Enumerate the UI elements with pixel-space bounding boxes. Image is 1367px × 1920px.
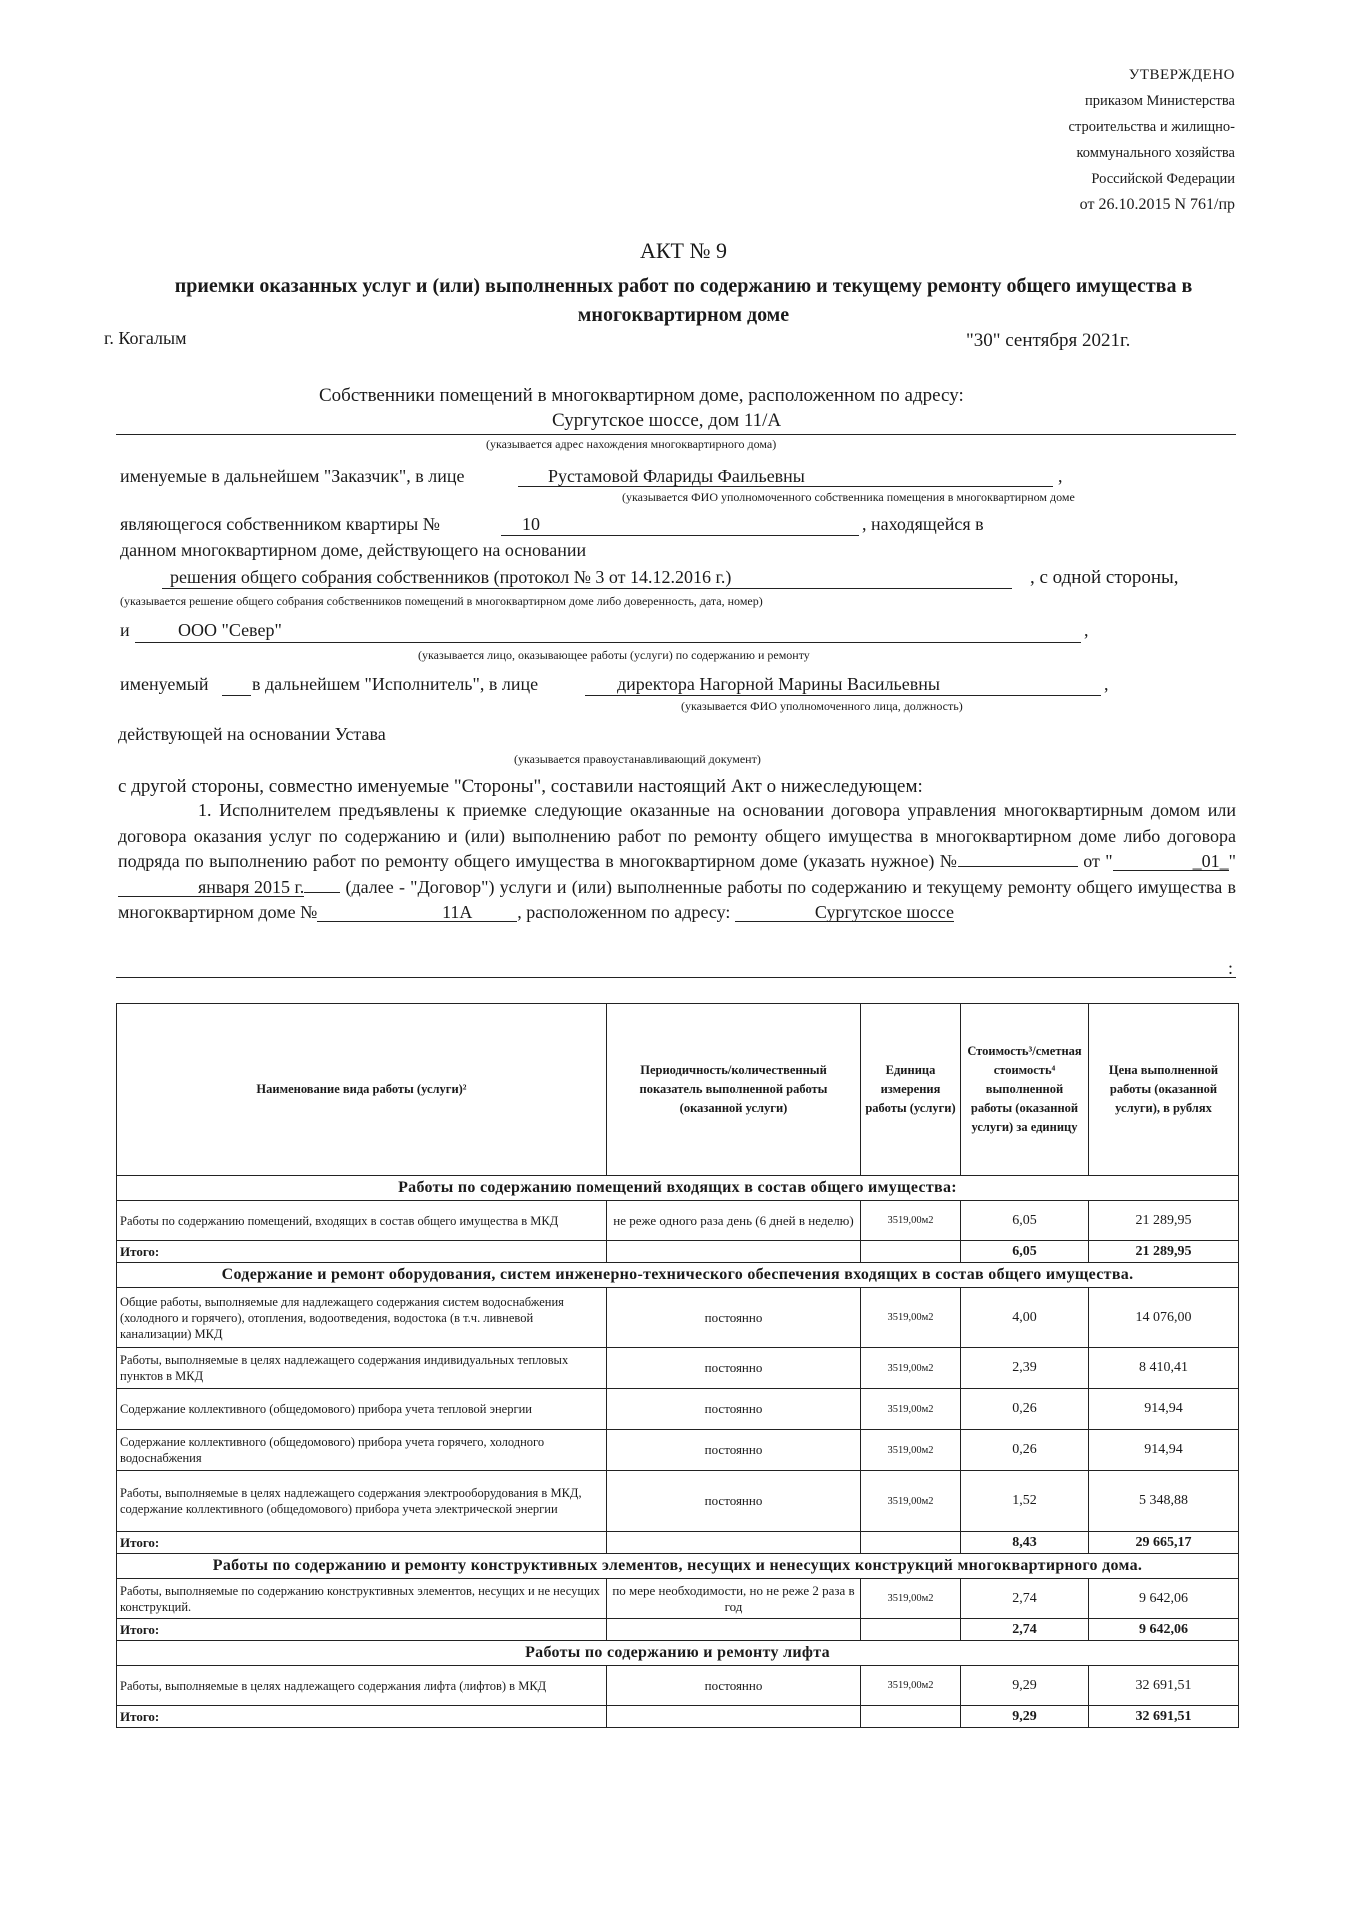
contract-day: _01_ <box>1113 852 1229 871</box>
house-number: 11А <box>317 903 517 922</box>
blank <box>304 892 340 893</box>
work-period: постоянно <box>607 1430 861 1471</box>
work-unit: 3519,00м2 <box>861 1201 961 1241</box>
work-cost: 0,26 <box>961 1430 1089 1471</box>
address-underline <box>116 434 1236 435</box>
approval-order: от 26.10.2015 N 761/пр <box>1079 196 1235 213</box>
side-one: , с одной стороны, <box>1030 567 1179 588</box>
empty-cell <box>861 1619 961 1641</box>
total-cost: 9,29 <box>961 1706 1089 1728</box>
work-unit: 3519,00м2 <box>861 1579 961 1619</box>
table-row <box>117 1471 1239 1532</box>
empty-cell <box>607 1619 861 1641</box>
address-continuation-line <box>116 977 1236 978</box>
customer-basis: решения общего собрания собственников (протокол № 3 от 14.12.2016 г.) <box>170 567 732 587</box>
work-period: постоянно <box>607 1288 861 1348</box>
work-name: Общие работы, выполняемые для надлежащего содержания систем водоснабжения (холодного и горячего), отопления, водоотведения, водостока (в т.ч. ливневой канализации) МКД <box>117 1288 607 1348</box>
work-price: 32 691,51 <box>1089 1666 1239 1706</box>
total-label: Итого: <box>117 1532 607 1554</box>
total-cost: 6,05 <box>961 1241 1089 1263</box>
executor-caption: (указывается лицо, оказывающее работы (услуги) по содержанию и ремонту <box>418 648 810 662</box>
work-name: Содержание коллективного (общедомового) прибора учета тепловой энергии <box>117 1389 607 1430</box>
clause-text: " <box>1228 851 1236 871</box>
comma: , <box>1084 620 1089 640</box>
total-row <box>117 1706 1239 1728</box>
table-row <box>117 1430 1239 1471</box>
executor-person-underline <box>585 695 1101 696</box>
total-price: 29 665,17 <box>1089 1532 1239 1554</box>
work-price: 5 348,88 <box>1089 1471 1239 1532</box>
work-name: Работы, выполняемые в целях надлежащего содержания электрооборудования в МКД, содержание коллективного (общедомового) прибора учета электрической энергии <box>117 1471 607 1532</box>
work-name: Работы по содержанию помещений, входящих в состав общего имущества в МКД <box>117 1201 607 1241</box>
basis-underline <box>162 588 1012 589</box>
executor-person: директора Нагорной Марины Васильевны <box>617 674 940 694</box>
apartment-underline <box>501 535 859 536</box>
act-date: "30" сентября 2021г. <box>966 330 1131 351</box>
header-cost: Стоимость³/сметная стоимость⁴ выполненной работы (оказанной услуги) за единицу <box>961 1004 1089 1176</box>
act-title: приемки оказанных услуг и (или) выполненных работ по содержанию и текущему ремонту общего имущества в многоквартирном доме <box>174 275 1193 326</box>
executor-person-caption: (указывается ФИО уполномоченного лица, должность) <box>681 699 963 713</box>
work-name: Содержание коллективного (общедомового) прибора учета горячего, холодного водоснабжения <box>117 1430 607 1471</box>
work-period: постоянно <box>607 1348 861 1389</box>
work-period: не реже одного раза день (6 дней в неделю) <box>607 1201 861 1241</box>
total-price: 9 642,06 <box>1089 1619 1239 1641</box>
total-row <box>117 1241 1239 1263</box>
work-period: постоянно <box>607 1666 861 1706</box>
customer-caption: (указывается ФИО уполномоченного собственника помещения в многоквартирном доме <box>622 490 1075 504</box>
owner-label: являющегося собственником квартиры № <box>120 514 440 534</box>
work-cost: 6,05 <box>961 1201 1089 1241</box>
clause-text: , расположенном по адресу: <box>517 902 735 922</box>
table-row <box>117 1288 1239 1348</box>
header-period: Периодичность/количественный показатель выполненной работы (оказанной услуги) <box>607 1004 861 1176</box>
work-price: 21 289,95 <box>1089 1201 1239 1241</box>
total-row <box>117 1532 1239 1554</box>
total-row <box>117 1619 1239 1641</box>
contract-number-blank <box>958 866 1078 867</box>
colon: : <box>1228 958 1234 978</box>
header-unit: Единица измерения работы (услуги) <box>861 1004 961 1176</box>
executor-role-text: в дальнейшем "Исполнитель", в лице <box>252 674 539 694</box>
table-row <box>117 1666 1239 1706</box>
empty-cell <box>861 1706 961 1728</box>
approval-line: коммунального хозяйства <box>1076 145 1235 161</box>
approval-heading: УТВЕРЖДЕНО <box>1128 67 1235 83</box>
city: г. Когалым <box>104 328 187 348</box>
table-row <box>117 1389 1239 1430</box>
table-header-row <box>117 1004 1239 1176</box>
work-name: Работы, выполняемые по содержанию конструктивных элементов, несущих и не несущих конструкций. <box>117 1579 607 1619</box>
section-row <box>117 1263 1239 1288</box>
section-title: Работы по содержанию помещений входящих в состав общего имущества: <box>117 1176 1239 1201</box>
work-cost: 0,26 <box>961 1389 1089 1430</box>
executor-basis: действующей на основании Устава <box>118 724 386 744</box>
approval-line: Российской Федерации <box>1091 171 1235 187</box>
executor-basis-caption: (указывается правоустанавливающий документ) <box>514 752 761 766</box>
work-period: постоянно <box>607 1389 861 1430</box>
approval-line: приказом Министерства <box>1085 93 1235 109</box>
table-row <box>117 1201 1239 1241</box>
work-name: Работы, выполняемые в целях надлежащего содержания лифта (лифтов) в МКД <box>117 1666 607 1706</box>
clause-text: от " <box>1077 851 1113 871</box>
table-row <box>117 1579 1239 1619</box>
owners-line: Собственники помещений в многоквартирном доме, расположенном по адресу: <box>319 385 964 406</box>
work-cost: 9,29 <box>961 1666 1089 1706</box>
empty-cell <box>861 1532 961 1554</box>
total-label: Итого: <box>117 1706 607 1728</box>
work-cost: 2,39 <box>961 1348 1089 1389</box>
work-name: Работы, выполняемые в целях надлежащего содержания индивидуальных тепловых пунктов в МКД <box>117 1348 607 1389</box>
work-period: по мере необходимости, но не реже 2 раза в год <box>607 1579 861 1619</box>
work-unit: 3519,00м2 <box>861 1471 961 1532</box>
section-title: Работы по содержанию и ремонту лифта <box>117 1641 1239 1666</box>
apartment-number: 10 <box>522 514 540 534</box>
executor-underline <box>135 642 1081 643</box>
and-label: и <box>120 620 130 640</box>
act-number: АКТ № 9 <box>640 238 727 263</box>
basis-caption: (указывается решение общего собрания собственников помещений в многоквартирном доме либо доверенность, дата, номер) <box>120 594 763 608</box>
work-price: 14 076,00 <box>1089 1288 1239 1348</box>
section-title: Работы по содержанию и ремонту конструктивных элементов, несущих и ненесущих конструкций многоквартирного дома. <box>117 1554 1239 1579</box>
total-label: Итого: <box>117 1241 607 1263</box>
work-unit: 3519,00м2 <box>861 1666 961 1706</box>
work-cost: 4,00 <box>961 1288 1089 1348</box>
total-label: Итого: <box>117 1619 607 1641</box>
work-unit: 3519,00м2 <box>861 1430 961 1471</box>
house-line: данном многоквартирном доме, действующего на основании <box>120 540 587 560</box>
header-name: Наименование вида работы (услуги)² <box>117 1004 607 1176</box>
empty-cell <box>607 1241 861 1263</box>
comma: , <box>1104 674 1109 694</box>
contract-month: января 2015 г. <box>118 878 304 897</box>
works-table <box>116 1003 1239 1728</box>
total-price: 21 289,95 <box>1089 1241 1239 1263</box>
work-price: 914,94 <box>1089 1389 1239 1430</box>
section-row <box>117 1554 1239 1579</box>
executor-name: ООО "Север" <box>178 620 282 640</box>
street: Сургутское шоссе <box>735 903 954 922</box>
address: Сургутское шоссе, дом 11/А <box>552 410 782 431</box>
customer-name: Рустамовой Флариды Фаильевны <box>548 466 805 486</box>
owner-tail: , находящейся в <box>862 514 984 534</box>
approval-stamp <box>1069 62 1235 218</box>
total-price: 32 691,51 <box>1089 1706 1239 1728</box>
empty-cell <box>861 1241 961 1263</box>
total-cost: 8,43 <box>961 1532 1089 1554</box>
work-cost: 1,52 <box>961 1471 1089 1532</box>
executor-label: именуемый <box>120 674 209 694</box>
work-price: 8 410,41 <box>1089 1348 1239 1389</box>
work-price: 914,94 <box>1089 1430 1239 1471</box>
section-row <box>117 1641 1239 1666</box>
clause-text: (далее - "Договор") услуги и (или) выполненные работы по содержанию и текущему ремонту общего имущества в многоквартирном доме № <box>118 876 1236 922</box>
sides-line: с другой стороны, совместно именуемые "Стороны", составили настоящий Акт о нижеследующем: <box>118 776 923 797</box>
work-price: 9 642,06 <box>1089 1579 1239 1619</box>
header-price: Цена выполненной работы (оказанной услуги), в рублях <box>1089 1004 1239 1176</box>
clause-1 <box>118 798 1236 926</box>
empty-cell <box>607 1706 861 1728</box>
work-unit: 3519,00м2 <box>861 1348 961 1389</box>
work-unit: 3519,00м2 <box>861 1288 961 1348</box>
table-row <box>117 1348 1239 1389</box>
total-cost: 2,74 <box>961 1619 1089 1641</box>
work-unit: 3519,00м2 <box>861 1389 961 1430</box>
work-cost: 2,74 <box>961 1579 1089 1619</box>
approval-line: строительства и жилищно- <box>1068 119 1235 135</box>
work-period: постоянно <box>607 1471 861 1532</box>
section-row <box>117 1176 1239 1201</box>
executor-gap <box>222 695 251 696</box>
address-caption: (указывается адрес нахождения многоквартирного дома) <box>486 437 777 451</box>
clause-text: 1. Исполнителем предъявлены к приемке следующие оказанные на основании договора управления многоквартирным домом или договора оказания услуг по содержанию и (или) выполнению работ по ремонту общего имущества в многоквартирном доме либо договора подряда по выполнению работ по ремонту общего имущества в многоквартирном доме (указать нужное) № <box>118 800 1236 871</box>
section-title: Содержание и ремонт оборудования, систем инженерно-технического обеспечения входящих в состав общего имущества. <box>117 1263 1239 1288</box>
customer-label: именуемые в дальнейшем "Заказчик", в лице <box>120 466 465 486</box>
comma: , <box>1058 466 1063 486</box>
empty-cell <box>607 1532 861 1554</box>
